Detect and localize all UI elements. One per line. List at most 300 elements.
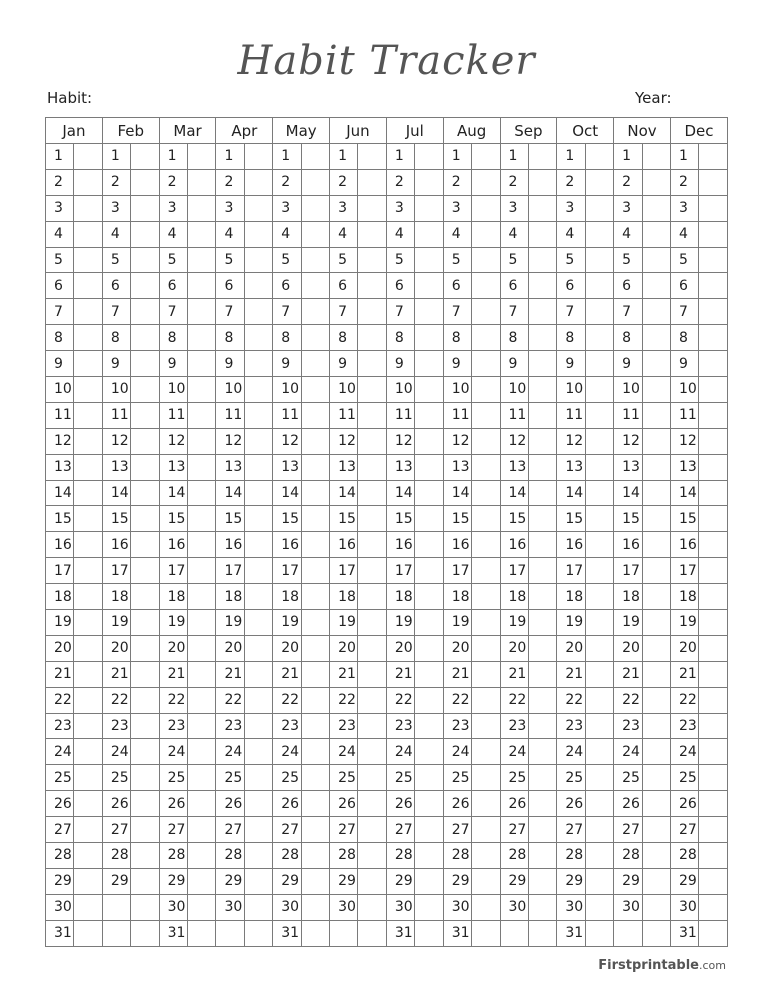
- day-checkbox[interactable]: [472, 532, 500, 558]
- day-checkbox[interactable]: [358, 144, 386, 170]
- day-checkbox[interactable]: [131, 558, 159, 584]
- day-checkbox[interactable]: [131, 532, 159, 558]
- day-checkbox[interactable]: [74, 920, 102, 946]
- day-checkbox[interactable]: [415, 195, 443, 221]
- day-checkbox[interactable]: [188, 920, 216, 946]
- day-checkbox[interactable]: [528, 765, 556, 791]
- day-checkbox[interactable]: [585, 868, 613, 894]
- day-checkbox[interactable]: [528, 739, 556, 765]
- day-checkbox[interactable]: [528, 299, 556, 325]
- day-checkbox[interactable]: [358, 610, 386, 636]
- day-checkbox[interactable]: [415, 454, 443, 480]
- day-checkbox[interactable]: [585, 169, 613, 195]
- day-checkbox[interactable]: [301, 454, 329, 480]
- day-checkbox[interactable]: [301, 299, 329, 325]
- day-checkbox[interactable]: [585, 817, 613, 843]
- day-checkbox[interactable]: [415, 739, 443, 765]
- day-checkbox[interactable]: [301, 584, 329, 610]
- day-checkbox[interactable]: [642, 661, 670, 687]
- day-checkbox[interactable]: [244, 817, 272, 843]
- day-checkbox[interactable]: [301, 765, 329, 791]
- day-checkbox[interactable]: [131, 868, 159, 894]
- day-checkbox[interactable]: [585, 299, 613, 325]
- day-checkbox[interactable]: [301, 739, 329, 765]
- day-checkbox[interactable]: [74, 532, 102, 558]
- day-checkbox[interactable]: [585, 402, 613, 428]
- day-checkbox[interactable]: [358, 325, 386, 351]
- day-checkbox[interactable]: [131, 247, 159, 273]
- day-checkbox[interactable]: [244, 635, 272, 661]
- day-checkbox[interactable]: [301, 713, 329, 739]
- day-checkbox[interactable]: [642, 480, 670, 506]
- day-checkbox[interactable]: [528, 428, 556, 454]
- day-checkbox[interactable]: [699, 325, 728, 351]
- day-checkbox[interactable]: [358, 558, 386, 584]
- day-checkbox[interactable]: [131, 739, 159, 765]
- day-checkbox[interactable]: [699, 920, 728, 946]
- day-checkbox[interactable]: [472, 221, 500, 247]
- day-checkbox[interactable]: [188, 377, 216, 403]
- day-checkbox[interactable]: [74, 480, 102, 506]
- day-checkbox[interactable]: [244, 920, 272, 946]
- day-checkbox[interactable]: [699, 377, 728, 403]
- day-checkbox[interactable]: [301, 920, 329, 946]
- day-checkbox[interactable]: [585, 584, 613, 610]
- day-checkbox[interactable]: [188, 868, 216, 894]
- day-checkbox[interactable]: [415, 402, 443, 428]
- day-checkbox[interactable]: [188, 428, 216, 454]
- day-checkbox[interactable]: [131, 713, 159, 739]
- day-checkbox[interactable]: [415, 221, 443, 247]
- day-checkbox[interactable]: [472, 299, 500, 325]
- day-checkbox[interactable]: [699, 428, 728, 454]
- day-checkbox[interactable]: [415, 273, 443, 299]
- day-checkbox[interactable]: [301, 687, 329, 713]
- day-checkbox[interactable]: [358, 894, 386, 920]
- day-checkbox[interactable]: [472, 402, 500, 428]
- day-checkbox[interactable]: [188, 894, 216, 920]
- day-checkbox[interactable]: [244, 454, 272, 480]
- day-checkbox[interactable]: [301, 402, 329, 428]
- day-checkbox[interactable]: [472, 558, 500, 584]
- day-checkbox[interactable]: [244, 894, 272, 920]
- day-checkbox[interactable]: [301, 480, 329, 506]
- day-checkbox[interactable]: [699, 791, 728, 817]
- day-checkbox[interactable]: [415, 247, 443, 273]
- day-checkbox[interactable]: [131, 144, 159, 170]
- day-checkbox[interactable]: [642, 428, 670, 454]
- day-checkbox[interactable]: [301, 843, 329, 869]
- day-checkbox[interactable]: [415, 687, 443, 713]
- day-checkbox[interactable]: [528, 377, 556, 403]
- day-checkbox[interactable]: [131, 584, 159, 610]
- day-checkbox[interactable]: [585, 247, 613, 273]
- day-checkbox[interactable]: [244, 144, 272, 170]
- day-checkbox[interactable]: [244, 169, 272, 195]
- day-checkbox[interactable]: [642, 843, 670, 869]
- day-checkbox[interactable]: [642, 920, 670, 946]
- day-checkbox[interactable]: [528, 351, 556, 377]
- day-checkbox[interactable]: [472, 713, 500, 739]
- day-checkbox[interactable]: [244, 480, 272, 506]
- day-checkbox[interactable]: [244, 402, 272, 428]
- day-checkbox[interactable]: [244, 299, 272, 325]
- day-checkbox[interactable]: [642, 506, 670, 532]
- day-checkbox[interactable]: [585, 713, 613, 739]
- day-checkbox[interactable]: [585, 221, 613, 247]
- day-checkbox[interactable]: [699, 558, 728, 584]
- day-checkbox[interactable]: [642, 273, 670, 299]
- day-checkbox[interactable]: [358, 377, 386, 403]
- day-checkbox[interactable]: [472, 635, 500, 661]
- day-checkbox[interactable]: [188, 454, 216, 480]
- day-checkbox[interactable]: [472, 325, 500, 351]
- day-checkbox[interactable]: [244, 428, 272, 454]
- day-checkbox[interactable]: [699, 765, 728, 791]
- day-checkbox[interactable]: [472, 843, 500, 869]
- day-checkbox[interactable]: [642, 817, 670, 843]
- day-checkbox[interactable]: [358, 221, 386, 247]
- day-checkbox[interactable]: [472, 765, 500, 791]
- day-checkbox[interactable]: [74, 868, 102, 894]
- day-checkbox[interactable]: [301, 661, 329, 687]
- day-checkbox[interactable]: [188, 713, 216, 739]
- day-checkbox[interactable]: [358, 247, 386, 273]
- day-checkbox[interactable]: [528, 920, 556, 946]
- day-checkbox[interactable]: [188, 351, 216, 377]
- day-checkbox[interactable]: [642, 377, 670, 403]
- day-checkbox[interactable]: [358, 661, 386, 687]
- day-checkbox[interactable]: [472, 920, 500, 946]
- day-checkbox[interactable]: [244, 195, 272, 221]
- day-checkbox[interactable]: [131, 428, 159, 454]
- day-checkbox[interactable]: [188, 635, 216, 661]
- day-checkbox[interactable]: [358, 920, 386, 946]
- day-checkbox[interactable]: [699, 402, 728, 428]
- day-checkbox[interactable]: [188, 299, 216, 325]
- day-checkbox[interactable]: [74, 169, 102, 195]
- day-checkbox[interactable]: [301, 506, 329, 532]
- day-checkbox[interactable]: [301, 325, 329, 351]
- day-checkbox[interactable]: [74, 195, 102, 221]
- day-checkbox[interactable]: [415, 377, 443, 403]
- day-checkbox[interactable]: [415, 169, 443, 195]
- day-checkbox[interactable]: [74, 377, 102, 403]
- day-checkbox[interactable]: [415, 144, 443, 170]
- day-checkbox[interactable]: [244, 868, 272, 894]
- day-checkbox[interactable]: [244, 351, 272, 377]
- day-checkbox[interactable]: [642, 144, 670, 170]
- day-checkbox[interactable]: [244, 273, 272, 299]
- day-checkbox[interactable]: [131, 480, 159, 506]
- day-checkbox[interactable]: [74, 610, 102, 636]
- day-checkbox[interactable]: [301, 791, 329, 817]
- day-checkbox[interactable]: [244, 558, 272, 584]
- day-checkbox[interactable]: [699, 299, 728, 325]
- day-checkbox[interactable]: [358, 532, 386, 558]
- day-checkbox[interactable]: [415, 894, 443, 920]
- day-checkbox[interactable]: [358, 739, 386, 765]
- day-checkbox[interactable]: [131, 402, 159, 428]
- day-checkbox[interactable]: [301, 558, 329, 584]
- day-checkbox[interactable]: [472, 195, 500, 221]
- day-checkbox[interactable]: [699, 454, 728, 480]
- day-checkbox[interactable]: [131, 195, 159, 221]
- day-checkbox[interactable]: [74, 221, 102, 247]
- day-checkbox[interactable]: [131, 377, 159, 403]
- day-checkbox[interactable]: [472, 791, 500, 817]
- day-checkbox[interactable]: [585, 687, 613, 713]
- day-checkbox[interactable]: [301, 195, 329, 221]
- day-checkbox[interactable]: [472, 894, 500, 920]
- day-checkbox[interactable]: [358, 584, 386, 610]
- day-checkbox[interactable]: [642, 868, 670, 894]
- day-checkbox[interactable]: [188, 532, 216, 558]
- day-checkbox[interactable]: [188, 273, 216, 299]
- day-checkbox[interactable]: [585, 739, 613, 765]
- day-checkbox[interactable]: [188, 480, 216, 506]
- day-checkbox[interactable]: [358, 506, 386, 532]
- day-checkbox[interactable]: [528, 661, 556, 687]
- day-checkbox[interactable]: [528, 221, 556, 247]
- day-checkbox[interactable]: [244, 221, 272, 247]
- day-checkbox[interactable]: [528, 195, 556, 221]
- day-checkbox[interactable]: [642, 894, 670, 920]
- day-checkbox[interactable]: [74, 635, 102, 661]
- day-checkbox[interactable]: [188, 661, 216, 687]
- day-checkbox[interactable]: [585, 506, 613, 532]
- day-checkbox[interactable]: [472, 739, 500, 765]
- day-checkbox[interactable]: [244, 610, 272, 636]
- day-checkbox[interactable]: [131, 454, 159, 480]
- day-checkbox[interactable]: [528, 532, 556, 558]
- day-checkbox[interactable]: [472, 351, 500, 377]
- day-checkbox[interactable]: [358, 454, 386, 480]
- day-checkbox[interactable]: [188, 687, 216, 713]
- day-checkbox[interactable]: [188, 765, 216, 791]
- day-checkbox[interactable]: [699, 610, 728, 636]
- day-checkbox[interactable]: [188, 584, 216, 610]
- day-checkbox[interactable]: [472, 868, 500, 894]
- day-checkbox[interactable]: [74, 402, 102, 428]
- day-checkbox[interactable]: [642, 351, 670, 377]
- day-checkbox[interactable]: [301, 635, 329, 661]
- day-checkbox[interactable]: [74, 765, 102, 791]
- day-checkbox[interactable]: [244, 687, 272, 713]
- day-checkbox[interactable]: [642, 558, 670, 584]
- day-checkbox[interactable]: [642, 195, 670, 221]
- day-checkbox[interactable]: [131, 765, 159, 791]
- day-checkbox[interactable]: [358, 868, 386, 894]
- day-checkbox[interactable]: [415, 713, 443, 739]
- day-checkbox[interactable]: [472, 480, 500, 506]
- day-checkbox[interactable]: [74, 558, 102, 584]
- day-checkbox[interactable]: [74, 273, 102, 299]
- day-checkbox[interactable]: [74, 661, 102, 687]
- day-checkbox[interactable]: [528, 817, 556, 843]
- day-checkbox[interactable]: [301, 351, 329, 377]
- day-checkbox[interactable]: [244, 247, 272, 273]
- day-checkbox[interactable]: [74, 817, 102, 843]
- day-checkbox[interactable]: [699, 661, 728, 687]
- day-checkbox[interactable]: [642, 247, 670, 273]
- day-checkbox[interactable]: [472, 610, 500, 636]
- day-checkbox[interactable]: [131, 325, 159, 351]
- day-checkbox[interactable]: [585, 351, 613, 377]
- day-checkbox[interactable]: [358, 843, 386, 869]
- day-checkbox[interactable]: [585, 273, 613, 299]
- day-checkbox[interactable]: [472, 584, 500, 610]
- day-checkbox[interactable]: [358, 480, 386, 506]
- day-checkbox[interactable]: [358, 765, 386, 791]
- day-checkbox[interactable]: [528, 506, 556, 532]
- day-checkbox[interactable]: [699, 247, 728, 273]
- day-checkbox[interactable]: [585, 635, 613, 661]
- day-checkbox[interactable]: [188, 195, 216, 221]
- day-checkbox[interactable]: [244, 661, 272, 687]
- day-checkbox[interactable]: [585, 791, 613, 817]
- day-checkbox[interactable]: [528, 635, 556, 661]
- day-checkbox[interactable]: [415, 299, 443, 325]
- day-checkbox[interactable]: [74, 247, 102, 273]
- day-checkbox[interactable]: [188, 843, 216, 869]
- day-checkbox[interactable]: [699, 480, 728, 506]
- day-checkbox[interactable]: [699, 894, 728, 920]
- day-checkbox[interactable]: [74, 299, 102, 325]
- day-checkbox[interactable]: [74, 713, 102, 739]
- day-checkbox[interactable]: [415, 506, 443, 532]
- day-checkbox[interactable]: [131, 635, 159, 661]
- day-checkbox[interactable]: [188, 144, 216, 170]
- day-checkbox[interactable]: [74, 506, 102, 532]
- day-checkbox[interactable]: [415, 351, 443, 377]
- day-checkbox[interactable]: [585, 661, 613, 687]
- day-checkbox[interactable]: [699, 584, 728, 610]
- day-checkbox[interactable]: [131, 817, 159, 843]
- day-checkbox[interactable]: [585, 894, 613, 920]
- day-checkbox[interactable]: [358, 299, 386, 325]
- day-checkbox[interactable]: [585, 765, 613, 791]
- day-checkbox[interactable]: [472, 506, 500, 532]
- day-checkbox[interactable]: [301, 894, 329, 920]
- day-checkbox[interactable]: [472, 687, 500, 713]
- day-checkbox[interactable]: [528, 480, 556, 506]
- day-checkbox[interactable]: [131, 506, 159, 532]
- day-checkbox[interactable]: [188, 610, 216, 636]
- day-checkbox[interactable]: [301, 868, 329, 894]
- day-checkbox[interactable]: [528, 454, 556, 480]
- day-checkbox[interactable]: [415, 558, 443, 584]
- day-checkbox[interactable]: [301, 247, 329, 273]
- day-checkbox[interactable]: [699, 169, 728, 195]
- day-checkbox[interactable]: [301, 817, 329, 843]
- day-checkbox[interactable]: [74, 351, 102, 377]
- day-checkbox[interactable]: [528, 247, 556, 273]
- day-checkbox[interactable]: [74, 791, 102, 817]
- day-checkbox[interactable]: [358, 635, 386, 661]
- day-checkbox[interactable]: [585, 920, 613, 946]
- day-checkbox[interactable]: [131, 791, 159, 817]
- day-checkbox[interactable]: [642, 739, 670, 765]
- day-checkbox[interactable]: [528, 713, 556, 739]
- day-checkbox[interactable]: [358, 195, 386, 221]
- day-checkbox[interactable]: [699, 739, 728, 765]
- day-checkbox[interactable]: [642, 687, 670, 713]
- day-checkbox[interactable]: [188, 791, 216, 817]
- day-checkbox[interactable]: [131, 169, 159, 195]
- day-checkbox[interactable]: [642, 532, 670, 558]
- day-checkbox[interactable]: [415, 791, 443, 817]
- day-checkbox[interactable]: [699, 506, 728, 532]
- day-checkbox[interactable]: [131, 299, 159, 325]
- day-checkbox[interactable]: [415, 920, 443, 946]
- day-checkbox[interactable]: [472, 817, 500, 843]
- day-checkbox[interactable]: [74, 454, 102, 480]
- day-checkbox[interactable]: [188, 325, 216, 351]
- day-checkbox[interactable]: [301, 377, 329, 403]
- day-checkbox[interactable]: [358, 351, 386, 377]
- day-checkbox[interactable]: [642, 299, 670, 325]
- day-checkbox[interactable]: [131, 920, 159, 946]
- day-checkbox[interactable]: [472, 454, 500, 480]
- day-checkbox[interactable]: [188, 506, 216, 532]
- day-checkbox[interactable]: [244, 739, 272, 765]
- day-checkbox[interactable]: [528, 791, 556, 817]
- day-checkbox[interactable]: [415, 661, 443, 687]
- day-checkbox[interactable]: [528, 273, 556, 299]
- day-checkbox[interactable]: [528, 169, 556, 195]
- day-checkbox[interactable]: [244, 532, 272, 558]
- day-checkbox[interactable]: [528, 402, 556, 428]
- day-checkbox[interactable]: [244, 765, 272, 791]
- day-checkbox[interactable]: [699, 273, 728, 299]
- day-checkbox[interactable]: [358, 791, 386, 817]
- day-checkbox[interactable]: [301, 610, 329, 636]
- day-checkbox[interactable]: [358, 817, 386, 843]
- day-checkbox[interactable]: [301, 273, 329, 299]
- day-checkbox[interactable]: [528, 325, 556, 351]
- day-checkbox[interactable]: [301, 169, 329, 195]
- day-checkbox[interactable]: [415, 817, 443, 843]
- day-checkbox[interactable]: [699, 195, 728, 221]
- day-checkbox[interactable]: [585, 532, 613, 558]
- day-checkbox[interactable]: [74, 894, 102, 920]
- day-checkbox[interactable]: [415, 635, 443, 661]
- day-checkbox[interactable]: [528, 144, 556, 170]
- day-checkbox[interactable]: [699, 713, 728, 739]
- day-checkbox[interactable]: [528, 843, 556, 869]
- day-checkbox[interactable]: [244, 377, 272, 403]
- day-checkbox[interactable]: [642, 402, 670, 428]
- day-checkbox[interactable]: [585, 325, 613, 351]
- day-checkbox[interactable]: [642, 325, 670, 351]
- day-checkbox[interactable]: [188, 221, 216, 247]
- day-checkbox[interactable]: [301, 532, 329, 558]
- day-checkbox[interactable]: [131, 351, 159, 377]
- day-checkbox[interactable]: [74, 428, 102, 454]
- day-checkbox[interactable]: [642, 791, 670, 817]
- day-checkbox[interactable]: [74, 325, 102, 351]
- day-checkbox[interactable]: [585, 377, 613, 403]
- day-checkbox[interactable]: [642, 635, 670, 661]
- day-checkbox[interactable]: [188, 558, 216, 584]
- day-checkbox[interactable]: [74, 687, 102, 713]
- day-checkbox[interactable]: [358, 687, 386, 713]
- day-checkbox[interactable]: [528, 584, 556, 610]
- day-checkbox[interactable]: [131, 687, 159, 713]
- day-checkbox[interactable]: [131, 610, 159, 636]
- day-checkbox[interactable]: [188, 817, 216, 843]
